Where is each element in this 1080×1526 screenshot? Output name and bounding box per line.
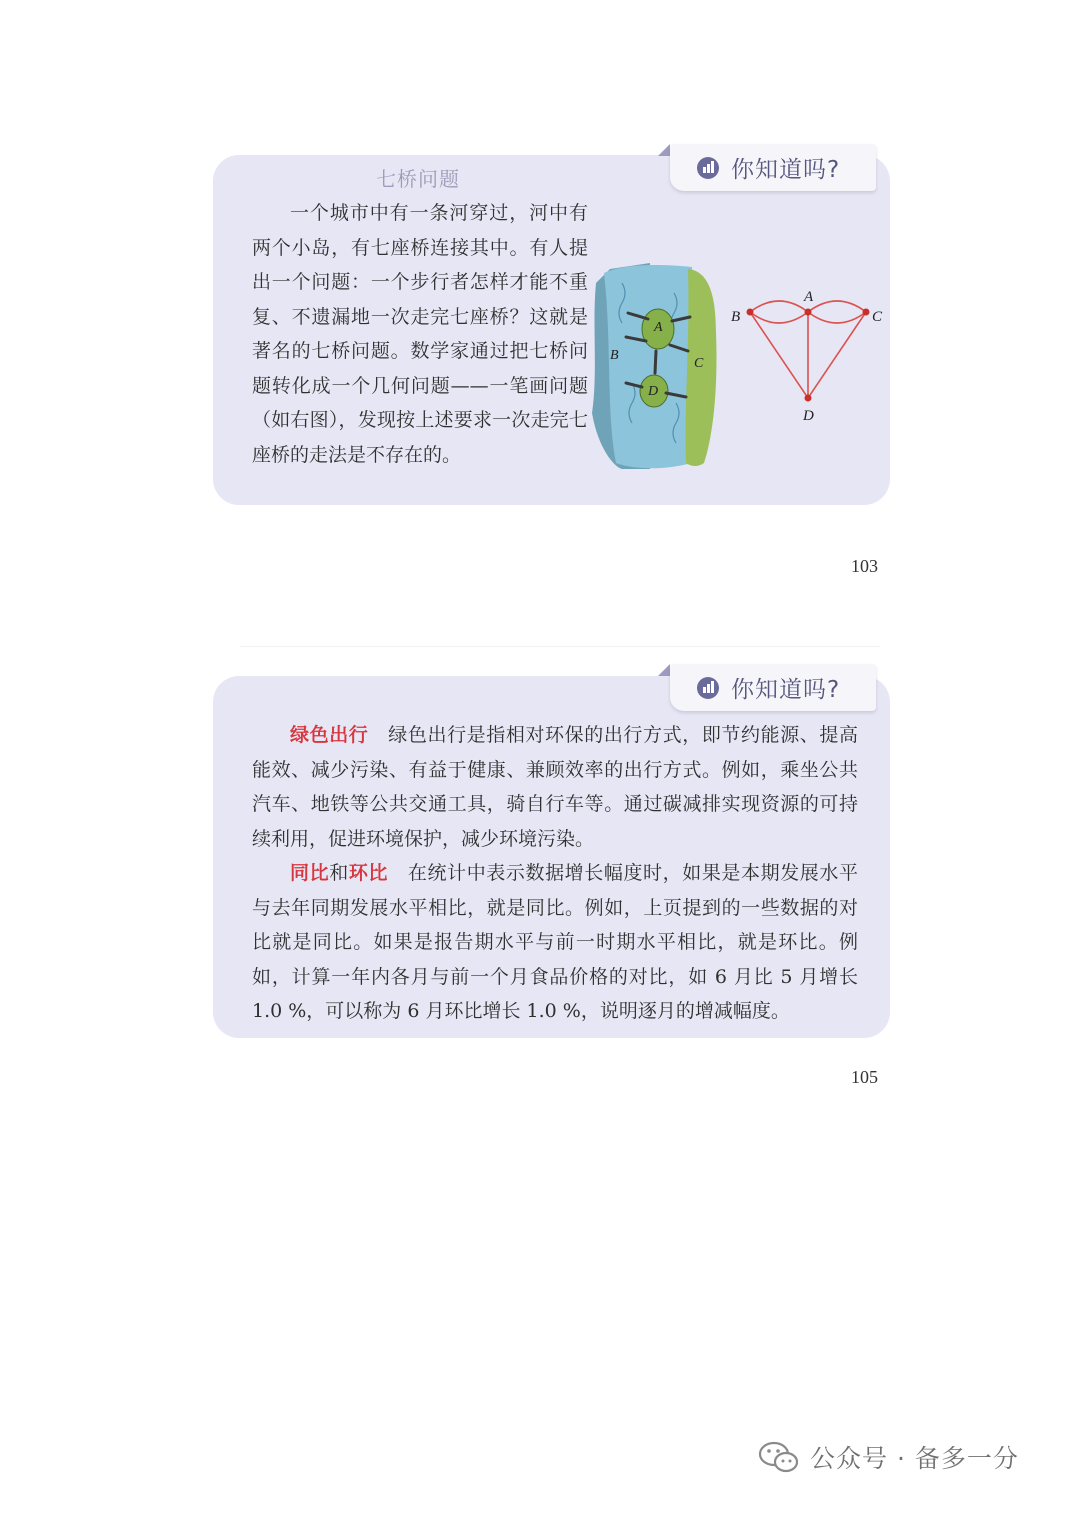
konigsberg-map-illustration <box>592 263 718 471</box>
paragraph-text: 绿色出行是指相对环保的出行方式，即节约能源、提高能效、减少污染、有益于健康、兼顾效率的出行方式。例如，乘坐公共汽车、地铁等公共交通工具，骑自行车等。通过碳减排实现资源的可持续利用，促进环境保护，减少环境污染。 <box>252 724 858 850</box>
node-c <box>863 309 870 316</box>
page-number: 103 <box>851 556 878 576</box>
watermark-text: 公众号 · 备多一分 <box>810 1444 1019 1473</box>
graph-label-b: B <box>731 309 741 325</box>
map-label-c: C <box>694 356 704 371</box>
card-body-text: 一个城市中有一条河穿过，河中有两个小岛，有七座桥连接其中。有人提出一个问题：一个步行者怎样才能不重复、不遗漏地一次走完七座桥？这就是著名的七桥问题。数学家通过把七桥问题转化成一个几何问题——一笔画问题（如右图），发现按上述要求一次走完七座桥的走法是不存在的。 <box>252 202 588 466</box>
badge-fold <box>658 664 670 676</box>
node-d <box>805 395 812 402</box>
term-yoy: 同比 <box>290 862 330 884</box>
graph-edges <box>750 301 866 398</box>
card-body-text <box>252 718 858 1029</box>
did-you-know-badge <box>670 144 876 191</box>
did-you-know-badge <box>670 664 876 711</box>
map-label-a: A <box>654 320 663 335</box>
info-chart-icon <box>697 157 719 179</box>
paragraph-green-travel <box>252 718 858 856</box>
badge-fold <box>658 144 670 156</box>
page-number: 105 <box>851 1067 878 1087</box>
map-label-d: D <box>648 384 659 399</box>
wechat-icon <box>758 1439 800 1475</box>
paragraph-text: 在统计中表示数据增长幅度时，如果是本期发展水平与去年同期发展水平相比，就是同比。例如，上页提到的一些数据的对比就是同比。如果是报告期水平与前一时期水平相比，就是环比。例如，计算一年内各月与前一个月食品价格的对比，如 6 月比 5 月增长 1.0 %，可以称为 6 月环比增长 1.0 %，说明逐月的增减幅度。 <box>252 862 858 1022</box>
card-title: 七桥问题 <box>376 167 460 191</box>
watermark <box>758 1437 1019 1477</box>
info-chart-icon <box>697 677 719 699</box>
seven-bridges-graph <box>722 282 888 427</box>
river <box>604 265 693 468</box>
badge-label: 你知道吗? <box>731 157 841 183</box>
node-a <box>805 309 812 316</box>
map-label-b: B <box>610 348 619 363</box>
page-divider <box>240 646 880 647</box>
paragraph-yoy-mom <box>252 856 858 1029</box>
term-connector: 和 <box>329 862 349 884</box>
term-green-travel: 绿色出行 <box>290 724 369 746</box>
graph-label-a: A <box>804 289 814 305</box>
node-b <box>747 309 754 316</box>
term-mom: 环比 <box>348 862 389 884</box>
graph-label-d: D <box>803 408 814 424</box>
graph-label-c: C <box>872 309 883 325</box>
badge-label: 你知道吗? <box>731 677 841 703</box>
